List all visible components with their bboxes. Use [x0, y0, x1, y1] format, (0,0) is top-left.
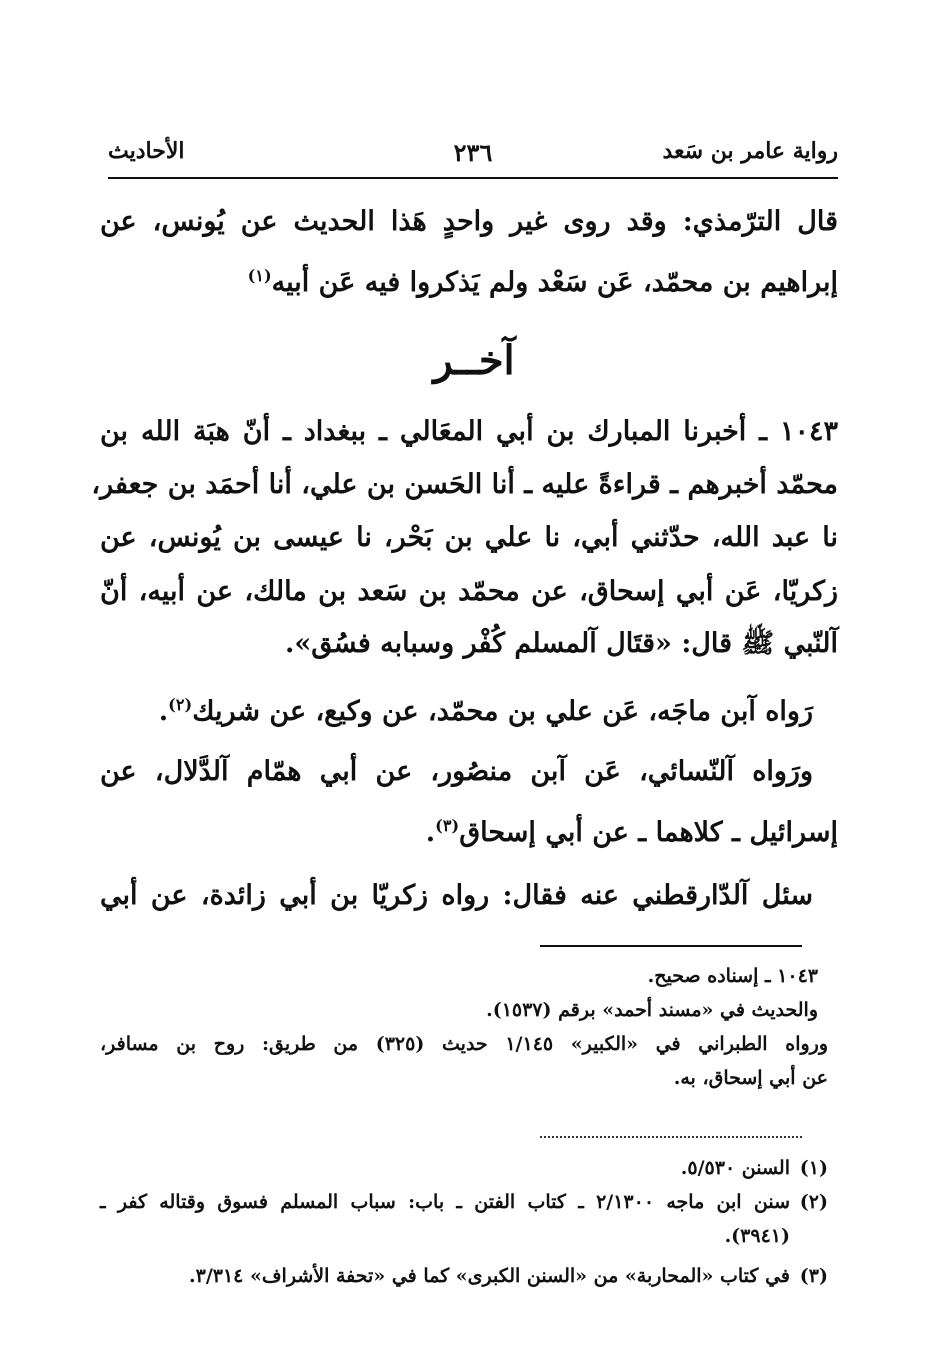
notes-rule: [540, 945, 802, 947]
reference-1-number: (١): [799, 1157, 828, 1179]
section-name: الأحاديث: [108, 138, 185, 164]
footnote-ref-2: (٢): [168, 695, 193, 714]
last-line: سئل آلدّارقطني عنه فقال: رواه زكريّا بن أبي زائدة، عن أبي: [100, 880, 813, 911]
reference-3-number: (٣): [799, 1265, 828, 1287]
footnote-ref-3: (٣): [435, 816, 460, 835]
footnote-ref-1: (١): [247, 266, 272, 285]
riwaya-1-end: .: [158, 696, 169, 727]
note-line-3: ورواه الطبراني في «الكبير» ١/١٤٥ حديث (٣٢٥) من طريق: روح بن مسافر،: [100, 1033, 828, 1055]
note-line-2: والحديث في «مسند أحمد» برقم (١٥٣٧).: [486, 999, 818, 1021]
page-number: ٢٣٦: [453, 138, 493, 167]
hadith-line-1: ١٠٤٣ ـ أخبرنا المبارك بن أبي المعَالي ـ ببغداد ـ أنّ هبَة الله بن: [100, 416, 838, 447]
reference-2-cont: (٣٩٤١).: [724, 1225, 790, 1247]
running-title: رواية عامر بن سَعد: [662, 138, 838, 164]
reference-2-text: سنن ابن ماجه ٢/١٣٠٠ ـ كتاب الفتن ـ باب: سباب المسلم فسوق وقتاله كفر ـ: [100, 1191, 790, 1213]
hadith-line-3: نا عبد الله، حدّثني أبي، نا علي بن بَحْر، نا عيسى بن يُونس، عن: [100, 522, 839, 553]
riwaya-line-3: [100, 806, 838, 853]
riwaya-1-text: رَواه آبن ماجَه، عَن علي بن محمّد، عن وكيع، عن شريك: [192, 696, 813, 727]
riwaya-3-text: إسرائيل ـ كلاهما ـ عن أبي إسحاق: [459, 817, 838, 848]
intro-line-1: قال الترّمذي: وقد روى غير واحدٍ هَذا الحديث عن يُونس، عن: [100, 206, 838, 237]
riwaya-line-2: ورَواه آلنّسائي، عَن آبن منصُور، عن أبي همّام آلدَّلال، عن: [100, 756, 813, 787]
reference-3: [100, 1262, 828, 1290]
header-rule: [108, 177, 838, 179]
reference-1: [100, 1154, 828, 1182]
reference-3-text: في كتاب «المحاربة» من «السنن الكبرى» كما في «تحفة الأشراف» ٣/٣١٤.: [188, 1265, 790, 1287]
note-line-1: ١٠٤٣ ـ إسناده صحيح.: [647, 965, 818, 987]
note-line-4: عن أبي إسحاق، به.: [673, 1067, 828, 1089]
riwaya-3-end: .: [425, 817, 436, 848]
references-rule: [540, 1136, 802, 1138]
riwaya-line-1: [100, 685, 813, 732]
hadith-line-5: آلنّبي ﷺ قال: «قتَال آلمسلم كُفْر وسبابه فسُق».: [285, 628, 838, 659]
hadith-line-2: محمّد أخبرهم ـ قراءةً عليه ـ أنا الحَسن بن علي، أنا أحمَد بن جعفر،: [91, 469, 838, 500]
reference-1-text: السنن ٥/٥٣٠.: [680, 1157, 790, 1179]
intro-line-2: [100, 256, 838, 303]
section-title: آخــر: [433, 337, 515, 384]
hadith-line-4: زكريّا، عَن أبي إسحاق، عن محمّد بن سَعد بن مالك، عن أبيه، أنّ: [100, 576, 838, 607]
reference-2: [100, 1188, 828, 1216]
reference-2-number: (٢): [799, 1191, 828, 1213]
intro-line-2-text: إبراهيم بن محمّد، عَن سَعْد ولم يَذكروا فيه عَن أبيه: [271, 267, 838, 298]
page-header: [108, 138, 838, 174]
